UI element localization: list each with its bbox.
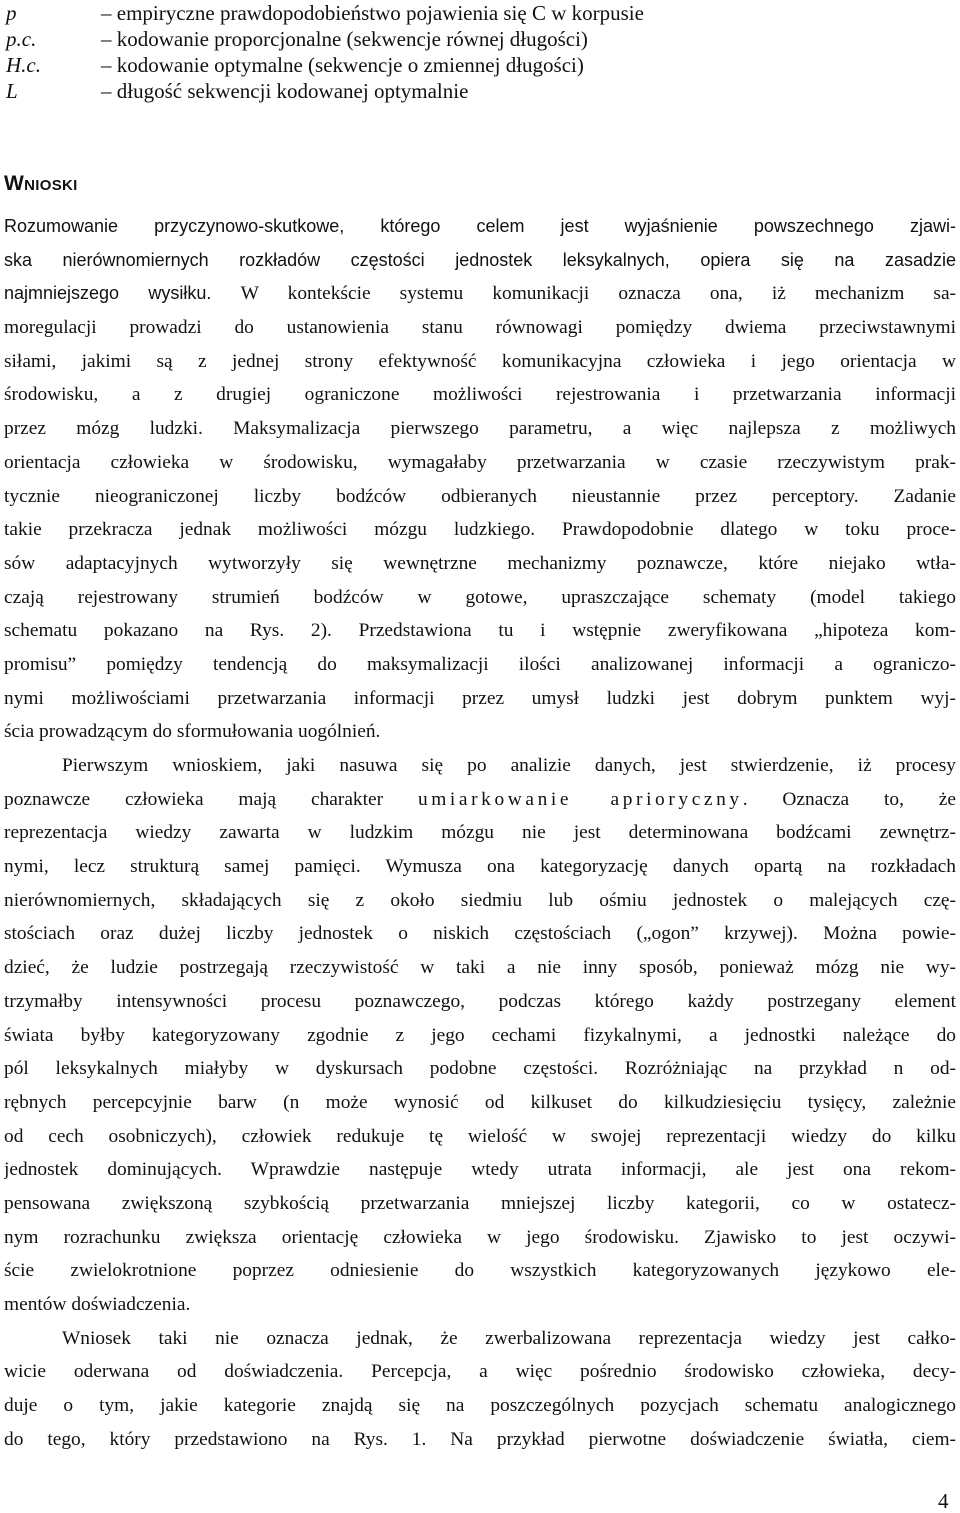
text-line: ska nierównomiernych rozkładów częstości jednostek leksykalnych, opiera się na zasadzie: [4, 249, 956, 270]
text-line: Wniosek taki nie oznacza jednak, że zwerbalizowana reprezentacja wiedzy jest całko-: [62, 1327, 956, 1349]
text-line: ścia prowadzącym do sformułowania uogólnień.: [4, 721, 381, 743]
definition-symbol: p: [6, 1, 17, 25]
definition-row: [6, 78, 946, 104]
definition-text: – kodowanie optymalne (sekwencje o zmiennej długości): [101, 53, 584, 77]
text-line: czają rejestrowany strumień bodźców w gotowe, upraszczające schematy (model takiego: [4, 586, 956, 608]
definition-row: [6, 26, 946, 52]
text-line: świata byłby kategoryzowany zgodnie z jego cechami fizykalnymi, a jednostki należące do: [4, 1024, 956, 1046]
text-line: Rozumowanie przyczynowo-skutkowe, którego celem jest wyjaśnienie powszechnego zjawi-: [4, 216, 956, 236]
text-line: do tego, który przedstawiono na Rys. 1. Na przykład pierwotne doświadczenie światła, ciem-: [4, 1428, 956, 1450]
text-line: nierównomiernych, składających się z około siedmiu lub ośmiu jednostek o malejących czę-: [4, 889, 956, 911]
text-line: nym rozrachunku zwiększa orientację człowieka w jego środowisku. Zjawisko to jest oczywi-: [4, 1226, 956, 1248]
definition-row: [6, 52, 946, 78]
definition-row: [6, 0, 946, 26]
text-line: mentów doświadczenia.: [4, 1294, 191, 1315]
text-line: wicie oderwana od doświadczenia. Percepcja, a więc pośrednio środowisko człowieka, decy-: [4, 1361, 956, 1383]
page-number: 4: [938, 1489, 949, 1513]
text-span: umiarkowanie aprioryczny: [417, 788, 743, 810]
symbol-definitions: [6, 0, 946, 104]
text-line: przez mózg ludzki. Maksymalizacja pierwszego parametru, a więc najlepsza z możliwych: [4, 418, 956, 440]
text-line: tycznie nieograniczonej liczby bodźców odbieranych nieustannie przez perceptory. Zadanie: [4, 485, 956, 507]
definition-text: – empiryczne prawdopodobieństwo pojawienia się C w korpusie: [101, 1, 644, 25]
text-line: [4, 783, 956, 817]
text-line: ście zwielokrotnione poprzez odniesienie do wszystkich kategoryzowanych językowo ele-: [4, 1260, 956, 1282]
text-line: rębnych percepcyjnie barw (n może wynosić od kilkuset do kilkudziesięciu tysięcy, zależnie: [4, 1091, 956, 1113]
text-line: orientacja człowieka w środowisku, wymagałaby przetwarzania w czasie rzeczywistym prak-: [4, 451, 956, 473]
definition-text: – długość sekwencji kodowanej optymalnie: [101, 79, 469, 103]
text-span: . Oznacza to, że: [742, 788, 956, 810]
definition-symbol: p.c.: [6, 27, 37, 51]
text-span: poznawcze człowieka mają charakter: [4, 788, 418, 810]
text-line: sów adaptacyjnych wytworzyły się wewnętrzne mechanizmy poznawcze, które niejako wtła-: [4, 552, 956, 574]
text-line: nymi możliwościami przetwarzania informacji przez umysł ludzki jest dobrym punktem wyj-: [4, 687, 956, 709]
text-line: reprezentacja wiedzy zawarta w ludzkim mózgu nie jest determinowana bodźcami zewnętrz-: [4, 822, 956, 844]
text-line: stościach oraz dużej liczby jednostek o niskich częstościach („ogon” krzywej). Można powie-: [4, 923, 956, 945]
definition-symbol: L: [6, 79, 18, 103]
text-line: środowisku, a z drugiej ograniczone możliwości rejestrowania i przetwarzania informacji: [4, 384, 956, 406]
text-line: siłami, jakimi są z jednej strony efektywność komunikacyjna człowieka i jego orientacja w: [4, 350, 956, 372]
text-line: promisu” pomiędzy tendencją do maksymalizacji ilości analizowanej informacji a ograniczo-: [4, 653, 956, 675]
text-line: moregulacji prowadzi do ustanowienia stanu równowagi pomiędzy dwiema przeciwstawnymi: [4, 317, 956, 339]
definition-symbol: H.c.: [6, 53, 41, 77]
body-text: [4, 210, 956, 1456]
text-line: od cech osobniczych), człowiek redukuje tę wielość w swojej reprezentacji wiedzy do kilku: [4, 1125, 956, 1147]
text-line: nymi, lecz strukturą samej pamięci. Wymusza ona kategoryzację danych opartą na rozkładach: [4, 856, 956, 878]
section-heading: Wnioski: [4, 172, 78, 195]
text-line: [4, 277, 956, 311]
text-line: Pierwszym wnioskiem, jaki nasuwa się po analizie danych, jest stwierdzenie, iż procesy: [62, 755, 956, 776]
text-line: takie przekracza jednak możliwości mózgu ludzkiego. Prawdopodobnie dlatego w toku proce-: [4, 519, 956, 541]
text-span: najmniejszego wysiłku.: [4, 283, 241, 304]
text-line: dzieć, że ludzie postrzegają rzeczywistość w taki a nie inny sposób, ponieważ mózg nie wy-: [4, 957, 956, 979]
text-span: W kontekście systemu komunikacji oznacza ona, iż mechanizm sa-: [240, 283, 956, 305]
text-line: duje o tym, jakie kategorie znajdą się na poszczególnych pozycjach schematu analogicznego: [4, 1395, 956, 1417]
text-line: jednostek dominujących. Wprawdzie następuje wtedy utrata informacji, ale jest ona rekom-: [4, 1159, 956, 1181]
definition-text: – kodowanie proporcjonalne (sekwencje równej długości): [101, 27, 588, 51]
text-line: pensowana zwiększoną szybkością przetwarzania mniejszej liczby kategorii, co w ostatecz-: [4, 1192, 956, 1214]
text-line: pól leksykalnych miałyby w dyskursach podobne częstości. Rozróżniając na przykład n od-: [4, 1058, 956, 1080]
text-line: schematu pokazano na Rys. 2). Przedstawiona tu i wstępnie zweryfikowana „hipoteza kom-: [4, 620, 956, 642]
text-line: trzymałby intensywności procesu poznawczego, podczas którego każdy postrzegany element: [4, 990, 956, 1012]
